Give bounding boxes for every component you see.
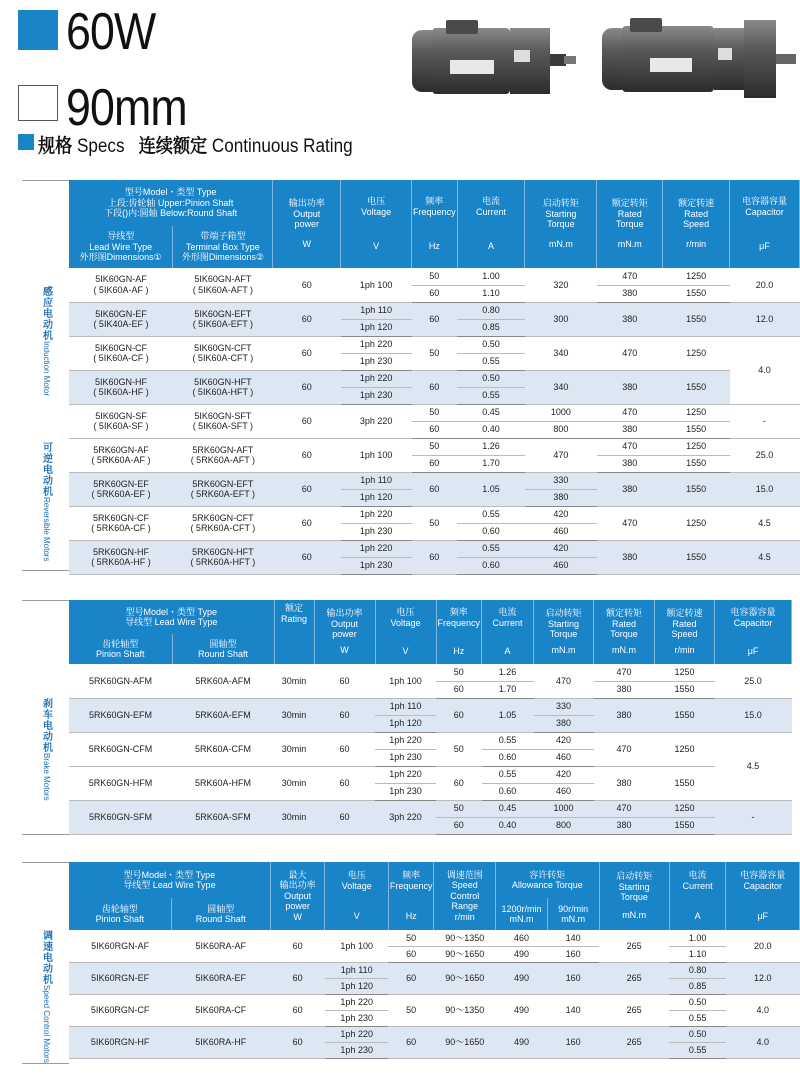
spec-table-induction: 型号Model・类型 Type 上段:齿轮轴 Upper:Pinion Shaft 下段()内:圆轴 Below:Round Shaft 输出功率 Output power W 电压 Voltage V 频率 Frequency Hz 电流 Current A 启动转矩 Starting Torque mN.m 额定转矩 Rated Torque mN.m 额定转速 Rated Speed r/min 电容器容量 Capacitor μF 导线型 Lead Wire Type 外形图Dimensions① 带端子箱型 Terminal Box Type 外形图Dimensions② 5IK60GN-AF ( 5IK60A-AF ) 5IK60GN-AFT ( 5IK60A-AFT ) 60 1ph 100 50 1.00 320 470 1250 20.0 60 1.10 380 1550 5IK60GN-EF ( 5IK40A-EF ) 5IK60GN-EFT ( 5IK60A-EFT ) 60 1ph 110 60 0.80 300 380 1550 12.0 1ph 120 0.85 5IK60GN-CF ( 5IK60A-CF ) 5IK60GN-CFT ( 5IK60A-CFT ) 60 1ph 220 50 0.50 340 470 1250 4.0 1ph 230 0.55 5IK60GN-HF ( 5IK60A-HF ) 5IK60GN-HFT ( 5IK60A-HFT ) 60 1ph 220 60 0.50 340 380 1550 1ph 230 0.55 5IK60GN-SF ( 5IK60A-SF ) 5IK60GN-SFT ( 5IK60A-SFT ) 60 3ph 220 50 0.45 1000 470 1250 - 60 0.40 800 380 1550 5RK60GN-AF ( 5RK60A-AF ) 5RK60GN-AFT ( 5RK60A-AFT ) 60 1ph 100 50 1.26 470 470 1250 25.0 60 1.70 380 1550 5RK60GN-EF ( 5RK60A-EF ) 5RK60GN-EFT ( 5RK60A-EFT ) 60 1ph 110 60 1.05 330 380 1550 15.0 1ph 120 380 5RK60GN-CF ( 5RK60A-CF ) 5RK60GN-CFT ( 5RK60A-CFT ) 60 1ph 220 50 0.55 420 470 1250 4.5 1ph 230 0.60 460 5RK60GN-HF ( 5RK60A-HF ) 5RK60GN-HFT ( 5RK60A-HFT ) 60 1ph 220 60 0.55 420 380 1550 4.5 1ph 230 0.60 460 — [69, 180, 800, 575]
table-row: 5RK60GN-HFM 5RK60A-HFM 30min 60 1ph 220 60 0.55 420 380 1550 — [69, 766, 792, 783]
table-row: 5IK60RGN-CF 5IK60RA-CF 60 1ph 220 50 90～1350 490 140 265 0.50 4.0 — [69, 994, 800, 1010]
spec-heading: 规格 Specs 连续额定 Continuous Rating — [38, 136, 353, 157]
table-row: 5IK60RGN-AF 5IK60RA-AF 60 1ph 100 50 90～1350 460 140 265 1.00 20.0 — [69, 930, 800, 946]
table-row: 5IK60GN-AF ( 5IK60A-AF ) 5IK60GN-AFT ( 5IK60A-AFT ) 60 1ph 100 50 1.00 320 470 1250 20.0 — [69, 268, 800, 285]
table-row: 5RK60GN-CFM 5RK60A-CFM 30min 60 1ph 220 50 0.55 420 470 1250 4.5 — [69, 732, 792, 749]
spec-marker — [18, 134, 34, 150]
motor-pinion-image — [410, 20, 578, 100]
table-row: 5IK60RGN-EF 5IK60RA-EF 60 1ph 110 60 90～1650 490 160 265 0.80 12.0 — [69, 962, 800, 978]
brake-motor-label: 刹车电动机 Brake Motors — [40, 698, 52, 801]
lead-wire-header: 导线型 Lead Wire Type 外形图Dimensions① — [69, 226, 173, 268]
capacitor-header: 电容器容量 Capacitor μF — [730, 180, 800, 268]
table-row: 5RK60GN-AFM 5RK60A-AFM 30min 60 1ph 100 50 1.26 470 470 1250 25.0 — [69, 664, 792, 681]
speed-control-section — [22, 862, 800, 1064]
brake-motor-section — [22, 600, 800, 835]
rated-speed-header: 额定转速 Rated Speed r/min — [663, 180, 730, 268]
model-header: 型号Model・类型 Type 上段:齿轮轴 Upper:Pinion Shaft 下段()内:圆轴 Below:Round Shaft — [69, 180, 273, 226]
output-header: 输出功率 Output power W — [273, 180, 341, 268]
power-swatch — [18, 10, 58, 50]
table-row: 5RK60GN-CF ( 5RK60A-CF ) 5RK60GN-CFT ( 5RK60A-CFT ) 60 1ph 220 50 0.55 420 470 1250 4.5 — [69, 506, 800, 523]
starting-torque-header: 启动转矩 Starting Torque mN.m — [525, 180, 597, 268]
speed-control-label: 调速电动机 Speed Control Motors — [40, 929, 52, 1063]
table-header-row — [69, 180, 800, 226]
current-header: 电流 Current A — [457, 180, 525, 268]
spec-table-speed-control: 型号Model・类型 Type 导线型 Lead Wire Type 最大 输出功率 Output power W 电压 Voltage V 频率 Frequency Hz 调速范围 Speed Control Range r/min 容许转矩 Allowance Torque 启动转矩 Starting Torque mN.m 电流 Current A 电容器容量 Capacitor μF 齿轮轴型 Pinion Shaft 圆轴型 Round Shaft 1200r/min mN.m 90r/min mN.m 5IK60RGN-AF 5IK60RA-AF 60 1ph 100 50 90～1350 460 140 265 1.00 20.0 60 90～1650 490 160 1.10 5IK60RGN-EF 5IK60RA-EF 60 1ph 110 60 90～1650 490 160 265 0.80 12.0 1ph 120 0.85 5IK60RGN-CF 5IK60RA-CF 60 1ph 220 50 90～1350 490 140 265 0.50 4.0 1ph 230 0.55 5IK60RGN-HF 5IK60RA-HF 60 1ph 220 60 90～1650 490 160 265 0.50 4.0 1ph 230 0.55 — [69, 862, 800, 1059]
terminal-box-header: 带端子箱型 Terminal Box Type 外形图Dimensions② — [173, 226, 273, 268]
spec-table-brake: 型号Model・类型 Type 导线型 Lead Wire Type 额定 Rating 输出功率 Output power W 电压 Voltage V 频率 Frequency Hz 电流 Current A 启动转矩 Starting Torque mN.m 额定转矩 Rated Torque mN.m 额定转速 Rated Speed r/min 电容器容量 Capacitor μF 齿轮轴型 Pinion Shaft 圆轴型 Round Shaft 5RK60GN-AFM 5RK60A-AFM 30min 60 1ph 100 50 1.26 470 470 1250 25.0 60 1.70 380 1550 5RK60GN-EFM 5RK60A-EFM 30min 60 1ph 110 60 1.05 330 380 1550 15.0 1ph 120 380 5RK60GN-CFM 5RK60A-CFM 30min 60 1ph 220 50 0.55 420 470 1250 4.5 1ph 230 0.60 460 5RK60GN-HFM 5RK60A-HFM 30min 60 1ph 220 60 0.55 420 380 1550 1ph 230 0.60 460 5RK60GN-SFM 5RK60A-SFM 30min 60 3ph 220 50 0.45 1000 470 1250 - 60 0.40 800 380 1550 — [69, 600, 792, 835]
table-row: 5IK60GN-SF ( 5IK60A-SF ) 5IK60GN-SFT ( 5IK60A-SFT ) 60 3ph 220 50 0.45 1000 470 1250 - — [69, 404, 800, 421]
table-header-row: 型号Model・类型 Type 导线型 Lead Wire Type 额定 Rating 输出功率 Output power W 电压 Voltage V 频率 Frequency Hz 电流 Current A 启动转矩 Starting Torque mN.m 额定转矩 Rated Torque mN.m 额定转速 Rated Speed r/min 电容器容量 Capacitor μF — [69, 600, 792, 634]
size-swatch — [18, 85, 58, 121]
motor-round-image — [600, 16, 798, 100]
table-header-row: 型号Model・类型 Type 导线型 Lead Wire Type 最大 输出功率 Output power W 电压 Voltage V 频率 Frequency Hz 调速范围 Speed Control Range r/min 容许转矩 Allowance Torque 启动转矩 Starting Torque mN.m 电流 Current A 电容器容量 Capacitor μF — [69, 862, 800, 898]
induction-reversible-section — [22, 180, 800, 571]
frequency-header: 频率 Frequency Hz — [412, 180, 458, 268]
reversible-motor-label: 可逆电动机 Reversible Motors — [40, 441, 52, 562]
table-row: 5RK60GN-SFM 5RK60A-SFM 30min 60 3ph 220 50 0.45 1000 470 1250 - — [69, 800, 792, 817]
table-row: 5RK60GN-HF ( 5RK60A-HF ) 5RK60GN-HFT ( 5RK60A-HFT ) 60 1ph 220 60 0.55 420 380 1550 4.5 — [69, 540, 800, 557]
table-row: 5IK60GN-CF ( 5IK60A-CF ) 5IK60GN-CFT ( 5IK60A-CFT ) 60 1ph 220 50 0.50 340 470 1250 4.0 — [69, 336, 800, 353]
voltage-header: 电压 Voltage V — [341, 180, 412, 268]
size-title: 90mm — [66, 79, 187, 137]
table-row: 5RK60GN-EF ( 5RK60A-EF ) 5RK60GN-EFT ( 5RK60A-EFT ) 60 1ph 110 60 1.05 330 380 1550 15.0 — [69, 472, 800, 489]
table-row: 5RK60GN-AF ( 5RK60A-AF ) 5RK60GN-AFT ( 5RK60A-AFT ) 60 1ph 100 50 1.26 470 470 1250 25.0 — [69, 438, 800, 455]
table-row: 5IK60GN-HF ( 5IK60A-HF ) 5IK60GN-HFT ( 5IK60A-HFT ) 60 1ph 220 60 0.50 340 380 1550 — [69, 370, 800, 387]
power-title: 60W — [66, 3, 156, 61]
table-row: 5RK60GN-EFM 5RK60A-EFM 30min 60 1ph 110 60 1.05 330 380 1550 15.0 — [69, 698, 792, 715]
induction-motor-label: 感应电动机 Induction Motor — [40, 285, 52, 397]
rated-torque-header: 额定转矩 Rated Torque mN.m — [597, 180, 663, 268]
table-row: 5IK60RGN-HF 5IK60RA-HF 60 1ph 220 60 90～1650 490 160 265 0.50 4.0 — [69, 1026, 800, 1042]
table-row: 5IK60GN-EF ( 5IK40A-EF ) 5IK60GN-EFT ( 5IK60A-EFT ) 60 1ph 110 60 0.80 300 380 1550 12.0 — [69, 302, 800, 319]
